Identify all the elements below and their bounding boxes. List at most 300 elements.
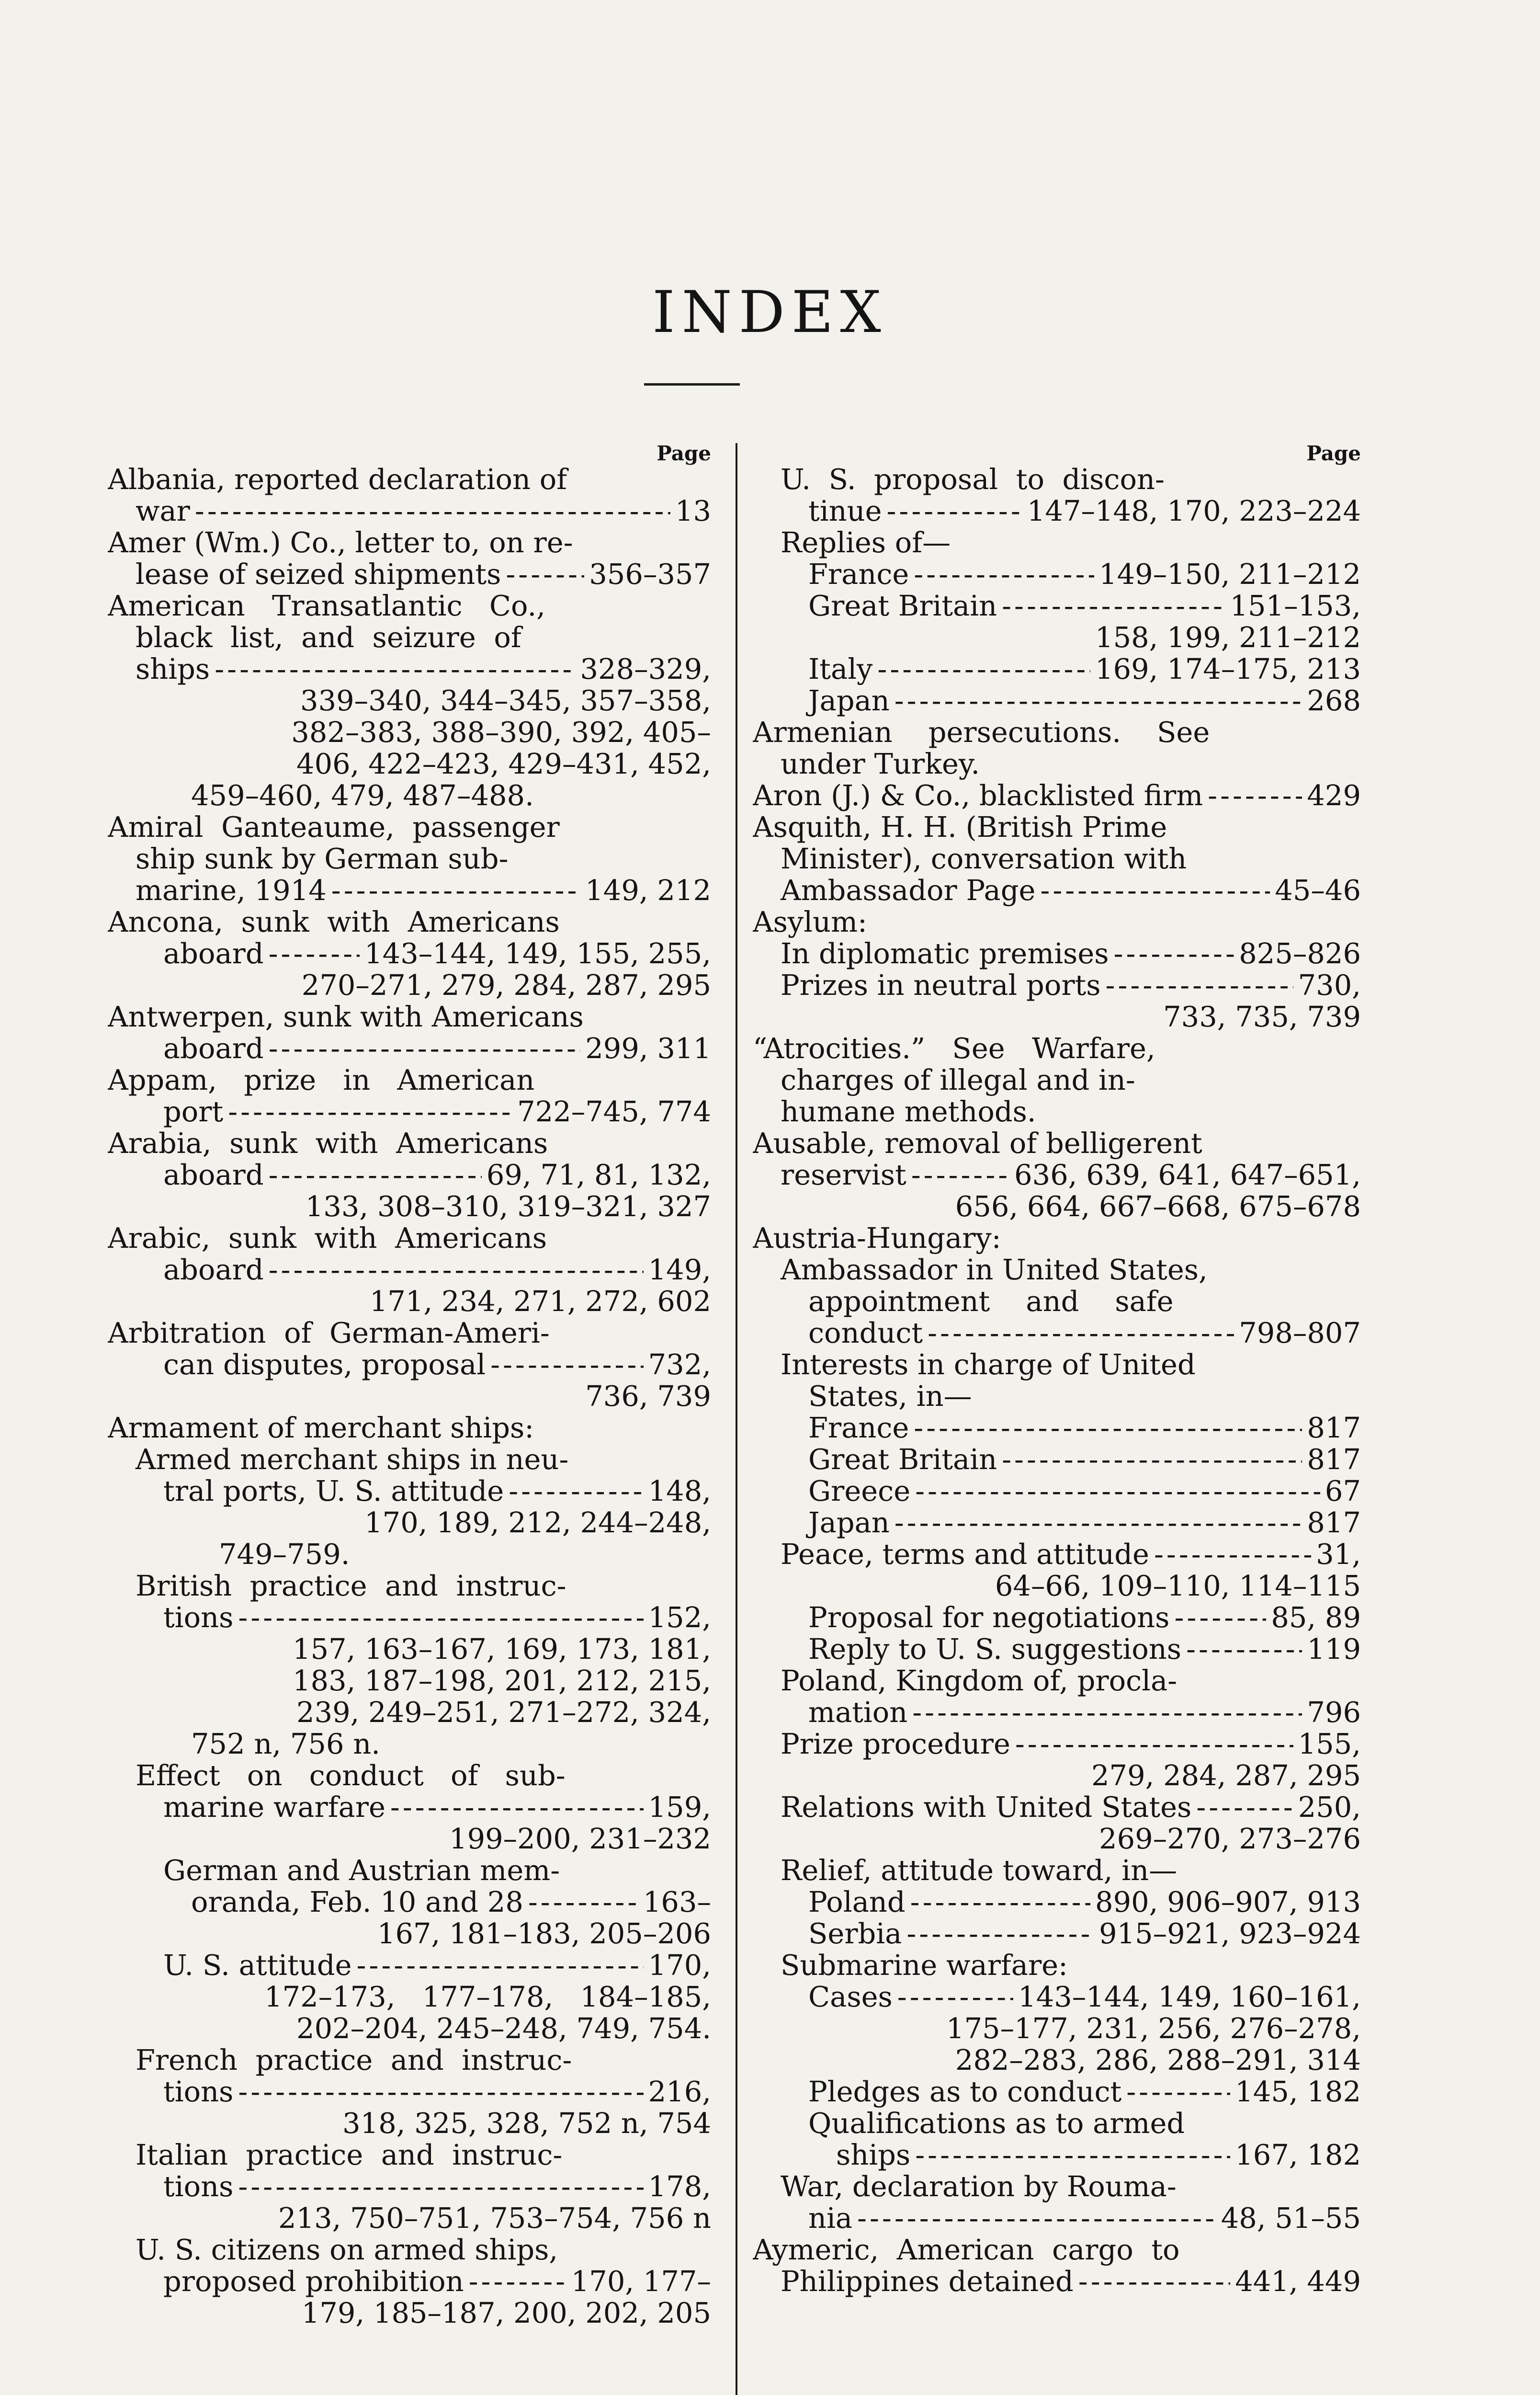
- index-line: [753, 717, 1361, 748]
- dot-leader: [906, 1918, 1094, 1950]
- dot-leader: [1174, 1602, 1266, 1633]
- index-entry-text: 459–460, 479, 487–488.: [191, 780, 534, 811]
- index-entry-text: Qualifications as to armed: [808, 2108, 1185, 2139]
- page-reference: 730,: [1298, 969, 1361, 1001]
- index-line: [753, 2076, 1361, 2108]
- index-entry-text: 175–177, 231, 256, 276–278,: [946, 2013, 1361, 2044]
- title-rule: [644, 383, 740, 386]
- page-reference: 817: [1307, 1507, 1361, 1539]
- index-line: [753, 938, 1361, 969]
- page-reference: 798–807: [1239, 1317, 1361, 1349]
- index-line: [108, 2171, 711, 2202]
- dot-leader: [331, 875, 580, 906]
- page-column-label: Page: [1306, 442, 1361, 465]
- index-line: [753, 1760, 1361, 1791]
- index-line: [108, 622, 711, 653]
- index-entry-text: French practice and instruc-: [136, 2044, 572, 2076]
- dot-leader: [1114, 938, 1234, 969]
- index-line: [753, 1475, 1361, 1507]
- page-reference: 69, 71, 81, 132,: [486, 1159, 711, 1191]
- index-entry-text: aboard: [163, 1033, 264, 1064]
- index-entry-text: British practice and instruc-: [136, 1570, 566, 1602]
- index-entry-text: ships: [136, 653, 210, 685]
- index-line: [753, 590, 1361, 622]
- index-line: [108, 1950, 711, 1981]
- index-entry-text: Serbia: [808, 1918, 902, 1950]
- dot-leader: [915, 2139, 1230, 2171]
- page-reference: 250,: [1298, 1791, 1361, 1823]
- index-entry-text: Asquith, H. H. (British Prime: [753, 811, 1167, 843]
- index-line: [108, 811, 711, 843]
- index-entry-text: tions: [163, 1602, 234, 1633]
- index-entry-text: 179, 185–187, 200, 202, 205: [301, 2297, 711, 2329]
- index-entry-text: Relations with United States: [781, 1791, 1192, 1823]
- index-line: [108, 938, 711, 969]
- index-line: [108, 1191, 711, 1222]
- index-entry-text: humane methods.: [781, 1096, 1036, 1128]
- dot-leader: [269, 1159, 482, 1191]
- index-line: [108, 1665, 711, 1697]
- index-line: [753, 1349, 1361, 1380]
- index-entry-text: Appam, prize in American: [108, 1064, 535, 1096]
- index-line: [108, 1001, 711, 1033]
- page-reference: 145, 182: [1235, 2076, 1361, 2108]
- dot-leader: [506, 559, 584, 590]
- index-line: [108, 969, 711, 1001]
- index-entry-text: lease of seized shipments: [136, 559, 501, 590]
- index-entry-text: German and Austrian mem-: [163, 1855, 560, 1886]
- page-reference: 163–: [643, 1886, 711, 1918]
- index-line: [108, 1222, 711, 1254]
- index-line: [753, 875, 1361, 906]
- index-line: [753, 1191, 1361, 1222]
- index-entry-text: Ancona, sunk with Americans: [108, 906, 560, 938]
- dot-leader: [269, 1033, 581, 1064]
- index-line: [753, 1380, 1361, 1412]
- index-line: [108, 1286, 711, 1317]
- index-entry-text: Ambassador in United States,: [781, 1254, 1208, 1286]
- page-reference: 732,: [648, 1349, 711, 1380]
- index-entry-text: 213, 750–751, 753–754, 756 n: [278, 2202, 711, 2234]
- index-entry-text: 752 n, 756 n.: [191, 1728, 380, 1760]
- index-line: [108, 1317, 711, 1349]
- index-entry-text: Minister), conversation with: [781, 843, 1187, 875]
- index-entry-text: 239, 249–251, 271–272, 324,: [296, 1697, 711, 1728]
- index-entry-text: Albania, reported declaration of: [108, 464, 567, 495]
- dot-leader: [238, 1602, 643, 1633]
- index-line: [753, 1728, 1361, 1760]
- index-line: [753, 1950, 1361, 1981]
- index-line: [753, 653, 1361, 685]
- page-reference: 170,: [648, 1950, 711, 1981]
- dot-leader: [269, 938, 360, 969]
- index-entry-text: 64–66, 109–110, 114–115: [995, 1570, 1361, 1602]
- index-line: [753, 527, 1361, 559]
- index-line: [108, 527, 711, 559]
- dot-leader: [912, 1697, 1302, 1728]
- index-line: [753, 811, 1361, 843]
- index-entry-text: appointment and safe: [808, 1286, 1174, 1317]
- dot-leader: [1002, 590, 1225, 622]
- index-line: [753, 685, 1361, 717]
- index-line: [753, 1602, 1361, 1633]
- index-line: [108, 1159, 711, 1191]
- dot-leader: [269, 1254, 644, 1286]
- index-line: [753, 1096, 1361, 1128]
- index-entry-text: 202–204, 245–248, 749, 754.: [296, 2013, 711, 2044]
- index-entry-text: In diplomatic premises: [781, 938, 1109, 969]
- page-reference: 636, 639, 641, 647–651,: [1014, 1159, 1361, 1191]
- index-line: [108, 495, 711, 527]
- page-reference: 328–329,: [580, 653, 711, 685]
- index-entry-text: 270–271, 279, 284, 287, 295: [301, 969, 711, 1001]
- index-line: [108, 906, 711, 938]
- index-entry-text: 199–200, 231–232: [449, 1823, 711, 1855]
- index-entry-text: Aymeric, American cargo to: [753, 2234, 1180, 2266]
- index-entry-text: aboard: [163, 938, 264, 969]
- index-line: [753, 1918, 1361, 1950]
- index-entry-text: 269–270, 273–276: [1099, 1823, 1361, 1855]
- index-line: [753, 1823, 1361, 1855]
- index-entry-text: Amiral Ganteaume, passenger: [108, 811, 560, 843]
- index-entry-text: black list, and seizure of: [136, 622, 521, 653]
- index-entry-text: Antwerpen, sunk with Americans: [108, 1001, 584, 1033]
- index-entry-text: France: [808, 1412, 909, 1444]
- index-line: [108, 1064, 711, 1096]
- index-entry-text: Austria-Hungary:: [753, 1222, 1001, 1254]
- index-line: [108, 1033, 711, 1064]
- index-entry-text: Pledges as to conduct: [808, 2076, 1122, 2108]
- index-line: [108, 2044, 711, 2076]
- index-line: [108, 2297, 711, 2329]
- index-entry-text: Cases: [808, 1981, 893, 2013]
- index-entry-text: war: [136, 495, 190, 527]
- index-entry-text: can disputes, proposal: [163, 1349, 486, 1380]
- index-entry-text: Aron (J.) & Co., blacklisted firm: [753, 780, 1203, 811]
- index-line: [108, 843, 711, 875]
- page-reference: 167, 182: [1235, 2139, 1361, 2171]
- index-entry-text: Effect on conduct of sub-: [136, 1760, 566, 1791]
- page-reference: 159,: [648, 1791, 711, 1823]
- index-line: [753, 906, 1361, 938]
- page-reference: 178,: [648, 2171, 711, 2202]
- index-entry-text: Armenian persecutions. See: [753, 717, 1210, 748]
- dot-leader: [1208, 780, 1302, 811]
- index-entry-text: reservist: [781, 1159, 906, 1191]
- index-entry-text: 318, 325, 328, 752 n, 754: [342, 2108, 711, 2139]
- dot-leader: [895, 1507, 1302, 1539]
- dot-leader: [1126, 2076, 1230, 2108]
- dot-leader: [895, 685, 1302, 717]
- index-line: [108, 748, 711, 780]
- index-entry-text: 282–283, 286, 288–291, 314: [955, 2044, 1361, 2076]
- page-reference: 149,: [648, 1254, 711, 1286]
- index-entry-text: 339–340, 344–345, 357–358,: [300, 685, 711, 717]
- dot-leader: [195, 495, 670, 527]
- index-entry-text: Prize procedure: [781, 1728, 1010, 1760]
- dot-leader: [1106, 969, 1293, 1001]
- page-column-label: Page: [657, 442, 711, 465]
- page-reference: 31,: [1316, 1539, 1361, 1570]
- index-line: [753, 1064, 1361, 1096]
- page-reference: 13: [675, 495, 711, 527]
- index-entry-text: marine, 1914: [136, 875, 327, 906]
- index-entry-text: 183, 187–198, 201, 212, 215,: [293, 1665, 711, 1697]
- index-line: [753, 1128, 1361, 1159]
- index-line: [753, 748, 1361, 780]
- page-reference: 722–745, 774: [517, 1096, 711, 1128]
- index-entry-text: marine warfare: [163, 1791, 385, 1823]
- index-line: [753, 1886, 1361, 1918]
- index-line: [108, 1412, 711, 1444]
- index-entries-right: [753, 464, 1361, 2297]
- index-line: [108, 2234, 711, 2266]
- index-line: [753, 969, 1361, 1001]
- dot-leader: [1040, 875, 1270, 906]
- index-entry-text: tions: [163, 2076, 234, 2108]
- index-line: [753, 1539, 1361, 1570]
- index-line: [753, 1001, 1361, 1033]
- dot-leader: [877, 653, 1090, 685]
- index-line: [108, 875, 711, 906]
- index-line: [108, 1602, 711, 1633]
- dot-leader: [469, 2266, 566, 2297]
- index-entry-text: Arabia, sunk with Americans: [108, 1128, 548, 1159]
- index-entry-text: Replies of—: [781, 527, 951, 559]
- index-line: [753, 2266, 1361, 2297]
- index-line: [753, 1033, 1361, 1064]
- index-entry-text: Prizes in neutral ports: [781, 969, 1101, 1001]
- page-reference: 441, 449: [1235, 2266, 1361, 2297]
- index-line: [753, 1222, 1361, 1254]
- index-entry-text: ships: [836, 2139, 911, 2171]
- index-entry-text: 133, 308–310, 319–321, 327: [305, 1191, 711, 1222]
- index-line: [753, 1254, 1361, 1286]
- dot-leader: [1154, 1539, 1311, 1570]
- dot-leader: [390, 1791, 644, 1823]
- index-line: [753, 2044, 1361, 2076]
- dot-leader: [897, 1981, 1013, 2013]
- index-line: [753, 559, 1361, 590]
- index-line: [108, 1728, 711, 1760]
- index-line: [753, 1159, 1361, 1191]
- dot-leader: [357, 1950, 644, 1981]
- index-line: [753, 1507, 1361, 1539]
- index-line: [108, 1539, 711, 1570]
- dot-leader: [915, 1475, 1320, 1507]
- index-entry-text: proposed prohibition: [163, 2266, 464, 2297]
- index-entry-text: France: [808, 559, 909, 590]
- index-line: [108, 1444, 711, 1475]
- dot-leader: [887, 495, 1022, 527]
- page-reference: 143–144, 149, 160–161,: [1018, 1981, 1361, 2013]
- index-line: [753, 495, 1361, 527]
- index-entry-text: Asylum:: [753, 906, 867, 938]
- index-entry-text: U. S. attitude: [163, 1950, 352, 1981]
- index-entry-text: Arbitration of German-Ameri-: [108, 1317, 550, 1349]
- page-reference: 796: [1307, 1697, 1361, 1728]
- index-line: [108, 1475, 711, 1507]
- index-entry-text: 733, 735, 739: [1163, 1001, 1361, 1033]
- index-entry-text: Submarine warfare:: [781, 1950, 1068, 1981]
- page-reference: 299, 311: [585, 1033, 711, 1064]
- index-entry-text: Philippines detained: [781, 2266, 1074, 2297]
- index-entry-text: U. S. proposal to discon-: [781, 464, 1165, 495]
- page-reference: 170, 177–: [571, 2266, 711, 2297]
- dot-leader: [914, 559, 1094, 590]
- index-entry-text: 167, 181–183, 205–206: [377, 1918, 711, 1950]
- index-entry-text: Proposal for negotiations: [808, 1602, 1170, 1633]
- index-line: [108, 559, 711, 590]
- index-line: [108, 2108, 711, 2139]
- index-entry-text: “Atrocities.” See Warfare,: [753, 1033, 1155, 1064]
- index-line: [753, 1444, 1361, 1475]
- index-line: [108, 685, 711, 717]
- index-line: [108, 2202, 711, 2234]
- dot-leader: [238, 2171, 643, 2202]
- index-entry-text: 171, 234, 271, 272, 602: [369, 1286, 711, 1317]
- index-line: [108, 2266, 711, 2297]
- index-entry-text: 749–759.: [219, 1539, 350, 1570]
- index-line: [108, 1918, 711, 1950]
- page-reference: 817: [1307, 1412, 1361, 1444]
- index-line: [108, 1096, 711, 1128]
- index-line: [108, 1633, 711, 1665]
- page-reference: 890, 906–907, 913: [1095, 1886, 1361, 1918]
- page-reference: 148,: [648, 1475, 711, 1507]
- index-line: [753, 2202, 1361, 2234]
- index-line: [753, 1665, 1361, 1697]
- index-entry-text: Armed merchant ships in neu-: [136, 1444, 569, 1475]
- index-entry-text: port: [163, 1096, 224, 1128]
- index-line: [108, 1507, 711, 1539]
- index-entry-text: conduct: [808, 1317, 923, 1349]
- page-reference: 48, 51–55: [1221, 2202, 1361, 2234]
- index-entry-text: Great Britain: [808, 1444, 997, 1475]
- index-line: [753, 1633, 1361, 1665]
- page-reference: 429: [1307, 780, 1361, 811]
- index-line: [753, 1412, 1361, 1444]
- index-line: [753, 1570, 1361, 1602]
- index-entry-text: tinue: [808, 495, 882, 527]
- index-entry-text: 279, 284, 287, 295: [1091, 1760, 1361, 1791]
- dot-leader: [238, 2076, 643, 2108]
- index-line: [108, 2013, 711, 2044]
- page-reference: 155,: [1298, 1728, 1361, 1760]
- index-entry-text: 656, 664, 667–668, 675–678: [955, 1191, 1361, 1222]
- dot-leader: [528, 1886, 638, 1918]
- index-line: [753, 2108, 1361, 2139]
- index-entry-text: tral ports, U. S. attitude: [163, 1475, 504, 1507]
- index-line: [108, 2139, 711, 2171]
- dot-leader: [857, 2202, 1216, 2234]
- page-reference: 169, 174–175, 213: [1095, 653, 1361, 685]
- index-entry-text: 406, 422–423, 429–431, 452,: [296, 748, 711, 780]
- dot-leader: [928, 1317, 1234, 1349]
- index-line: [108, 590, 711, 622]
- page-reference: 151–153,: [1230, 590, 1361, 622]
- index-entry-text: Japan: [808, 1507, 890, 1539]
- dot-leader: [1015, 1728, 1293, 1760]
- index-line: [753, 2234, 1361, 2266]
- index-line: [108, 1791, 711, 1823]
- index-line: [753, 2013, 1361, 2044]
- index-line: [753, 780, 1361, 811]
- index-entry-text: 170, 189, 212, 244–248,: [364, 1507, 711, 1539]
- index-entry-text: under Turkey.: [781, 748, 980, 780]
- index-line: [108, 464, 711, 495]
- index-line: [753, 2171, 1361, 2202]
- column-divider: [736, 443, 737, 2395]
- index-entry-text: States, in—: [808, 1380, 972, 1412]
- dot-leader: [1002, 1444, 1302, 1475]
- dot-leader: [910, 1886, 1090, 1918]
- page-reference: 216,: [648, 2076, 711, 2108]
- index-line: [108, 1823, 711, 1855]
- index-line: [108, 1697, 711, 1728]
- index-entry-text: Poland, Kingdom of, procla-: [781, 1665, 1178, 1697]
- page-reference: 268: [1307, 685, 1361, 717]
- index-entry-text: Arabic, sunk with Americans: [108, 1222, 547, 1254]
- index-entry-text: Amer (Wm.) Co., letter to, on re-: [108, 527, 573, 559]
- index-line: [108, 1349, 711, 1380]
- page-reference: 817: [1307, 1444, 1361, 1475]
- index-entry-text: charges of illegal and in-: [781, 1064, 1135, 1096]
- index-entry-text: ship sunk by German sub-: [136, 843, 509, 875]
- index-line: [753, 1697, 1361, 1728]
- dot-leader: [911, 1159, 1009, 1191]
- index-entry-text: 172–173, 177–178, 184–185,: [264, 1981, 711, 2013]
- index-entry-text: Italian practice and instruc-: [136, 2139, 563, 2171]
- index-line: [108, 1254, 711, 1286]
- index-entry-text: War, declaration by Rouma-: [781, 2171, 1177, 2202]
- index-line: [108, 1570, 711, 1602]
- page-reference: 356–357: [589, 559, 711, 590]
- index-entry-text: Armament of merchant ships:: [108, 1412, 534, 1444]
- index-line: [108, 1886, 711, 1918]
- index-entry-text: Great Britain: [808, 590, 997, 622]
- page-reference: 147–148, 170, 223–224: [1027, 495, 1361, 527]
- index-line: [108, 653, 711, 685]
- index-line: [108, 1380, 711, 1412]
- page-reference: 149, 212: [585, 875, 711, 906]
- index-entry-text: Ambassador Page: [781, 875, 1036, 906]
- page-reference: 915–921, 923–924: [1099, 1918, 1361, 1950]
- index-entry-text: nia: [808, 2202, 853, 2234]
- index-entry-text: Relief, attitude toward, in—: [781, 1855, 1178, 1886]
- index-entry-text: oranda, Feb. 10 and 28: [191, 1886, 523, 1918]
- index-entry-text: U. S. citizens on armed ships,: [136, 2234, 558, 2266]
- index-entry-text: 158, 199, 211–212: [1095, 622, 1361, 653]
- dot-leader: [509, 1475, 643, 1507]
- index-entry-text: Peace, terms and attitude: [781, 1539, 1149, 1570]
- page-title: INDEX: [652, 279, 888, 346]
- page-reference: 149–150, 211–212: [1099, 559, 1361, 590]
- page-reference: 825–826: [1239, 938, 1361, 969]
- dot-leader: [215, 653, 575, 685]
- page-reference: 45–46: [1275, 875, 1361, 906]
- index-line: [753, 622, 1361, 653]
- dot-leader: [1186, 1633, 1302, 1665]
- index-line: [108, 1855, 711, 1886]
- page-reference: 119: [1307, 1633, 1361, 1665]
- index-entry-text: aboard: [163, 1254, 264, 1286]
- dot-leader: [490, 1349, 643, 1380]
- index-entry-text: tions: [163, 2171, 234, 2202]
- index-line: [753, 2139, 1361, 2171]
- page-reference: 152,: [648, 1602, 711, 1633]
- index-line: [753, 1981, 1361, 2013]
